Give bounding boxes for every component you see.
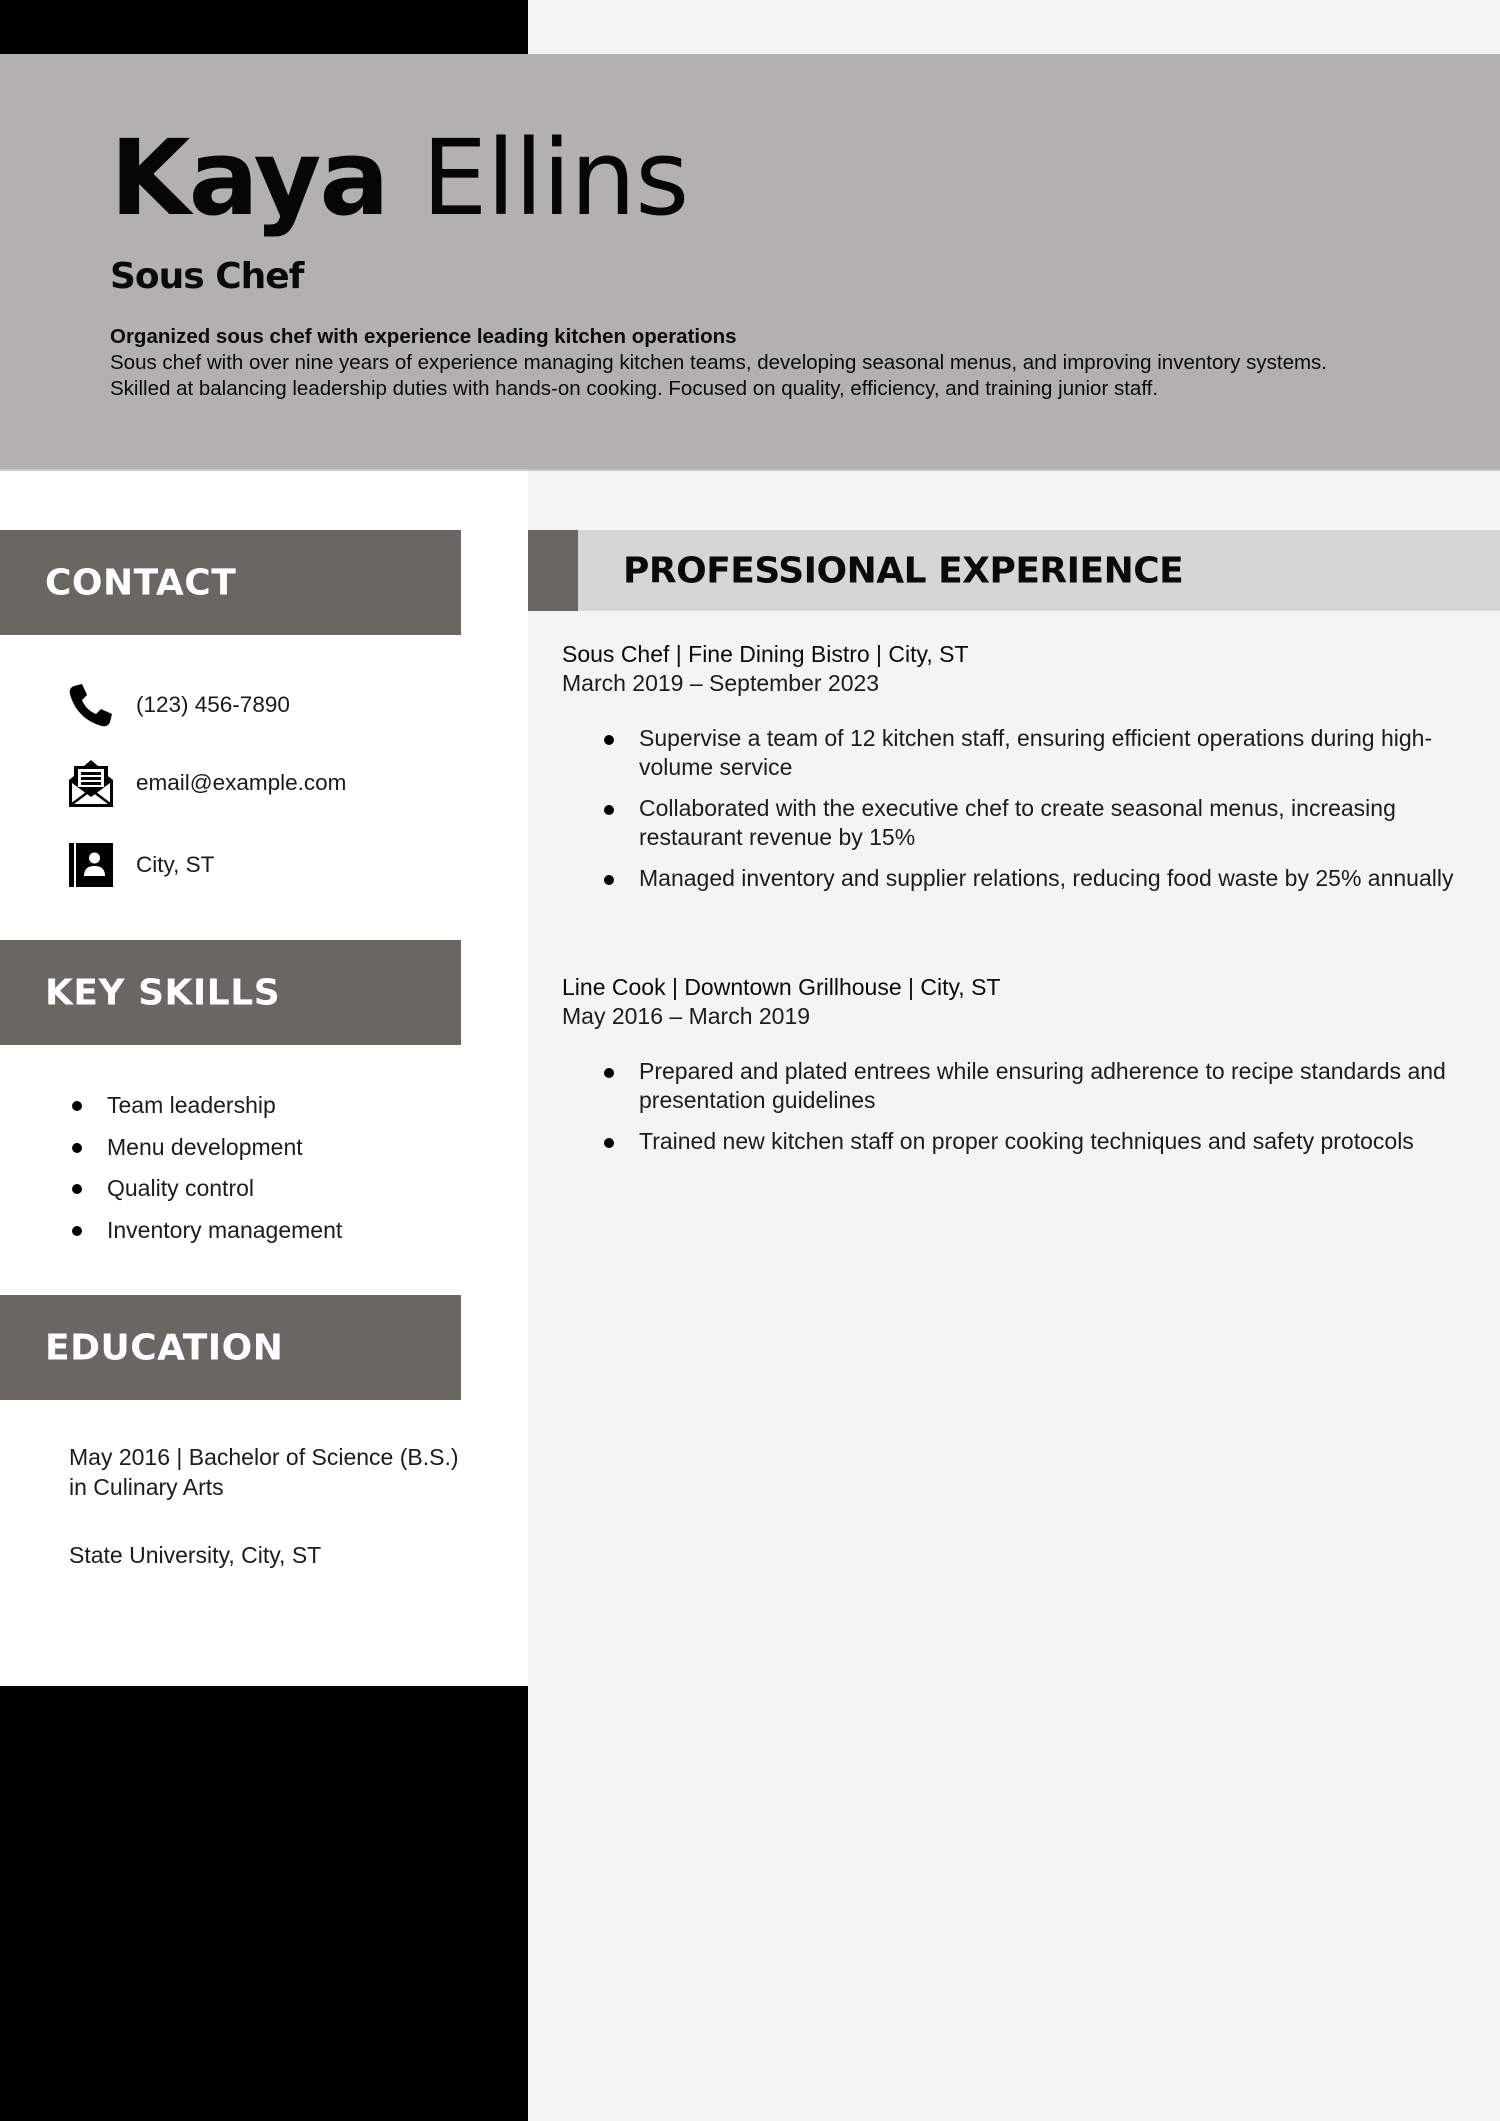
decorative-black-block-top bbox=[0, 0, 528, 54]
job-dates: May 2016 – March 2019 bbox=[562, 1003, 811, 1029]
contact-heading-bar bbox=[0, 530, 461, 635]
job-bullet: Collaborated with the executive chef to create seasonal menus, increasing restaurant revenue by 15% bbox=[562, 794, 1472, 852]
job-entry bbox=[562, 640, 1472, 905]
skill-item: Inventory management bbox=[70, 1210, 342, 1252]
decorative-black-block-bottom bbox=[0, 1686, 528, 2121]
summary-headline: Organized sous chef with experience leading kitchen operations bbox=[110, 325, 737, 348]
skill-item: Team leadership bbox=[70, 1085, 342, 1127]
job-role: Sous Chef | Fine Dining Bistro | City, ST bbox=[562, 641, 969, 667]
envelope-icon bbox=[68, 760, 114, 806]
job-bullet: Supervise a team of 12 kitchen staff, ensuring efficient operations during high-volume service bbox=[562, 724, 1472, 782]
job-entry bbox=[562, 973, 1472, 1168]
address-book-icon bbox=[68, 842, 114, 888]
job-bullet: Managed inventory and supplier relations, reducing food waste by 25% annually bbox=[562, 864, 1472, 893]
experience-heading-accent bbox=[528, 530, 578, 611]
first-name: Kaya bbox=[110, 117, 388, 239]
skills-heading-bar bbox=[0, 940, 461, 1045]
contact-heading: CONTACT bbox=[45, 562, 237, 603]
location: City, ST bbox=[136, 852, 215, 877]
skills-heading: KEY SKILLS bbox=[45, 972, 281, 1013]
education-entry bbox=[69, 1442, 469, 1570]
skill-item: Quality control bbox=[70, 1168, 342, 1210]
job-bullet: Trained new kitchen staff on proper cooking techniques and safety protocols bbox=[562, 1127, 1472, 1156]
candidate-name bbox=[110, 117, 689, 239]
phone-number: (123) 456-7890 bbox=[136, 692, 290, 717]
last-name: Ellins bbox=[421, 117, 689, 239]
experience-heading: PROFESSIONAL EXPERIENCE bbox=[623, 550, 1184, 591]
resume-header bbox=[0, 54, 1500, 471]
education-degree: May 2016 | Bachelor of Science (B.S.) in Culinary Arts bbox=[69, 1444, 459, 1500]
contact-phone bbox=[68, 680, 290, 730]
job-title: Sous Chef bbox=[110, 256, 304, 297]
job-dates: March 2019 – September 2023 bbox=[562, 670, 880, 696]
experience-heading-bar bbox=[528, 530, 1500, 611]
job-bullets bbox=[562, 1057, 1472, 1156]
summary-text: Sous chef with over nine years of experience managing kitchen teams, developing seasonal menus, and improving inventory systems. Skilled at balancing leadership duties with hands-on cooking. Focused on quality, efficiency, and training junior staff. bbox=[110, 351, 1327, 400]
job-bullets bbox=[562, 724, 1472, 893]
email-address: email@example.com bbox=[136, 770, 347, 795]
phone-icon bbox=[68, 682, 114, 728]
skill-item: Menu development bbox=[70, 1127, 342, 1169]
contact-location bbox=[68, 840, 214, 890]
job-role: Line Cook | Downtown Grillhouse | City, ST bbox=[562, 974, 1001, 1000]
education-heading-bar bbox=[0, 1295, 461, 1400]
page-background-top bbox=[528, 0, 1500, 54]
education-heading: EDUCATION bbox=[45, 1327, 284, 1368]
contact-email bbox=[68, 758, 346, 808]
skills-list bbox=[70, 1085, 342, 1251]
education-school: State University, City, ST bbox=[69, 1542, 322, 1568]
job-bullet: Prepared and plated entrees while ensuring adherence to recipe standards and presentation guidelines bbox=[562, 1057, 1472, 1115]
summary bbox=[110, 324, 1370, 402]
